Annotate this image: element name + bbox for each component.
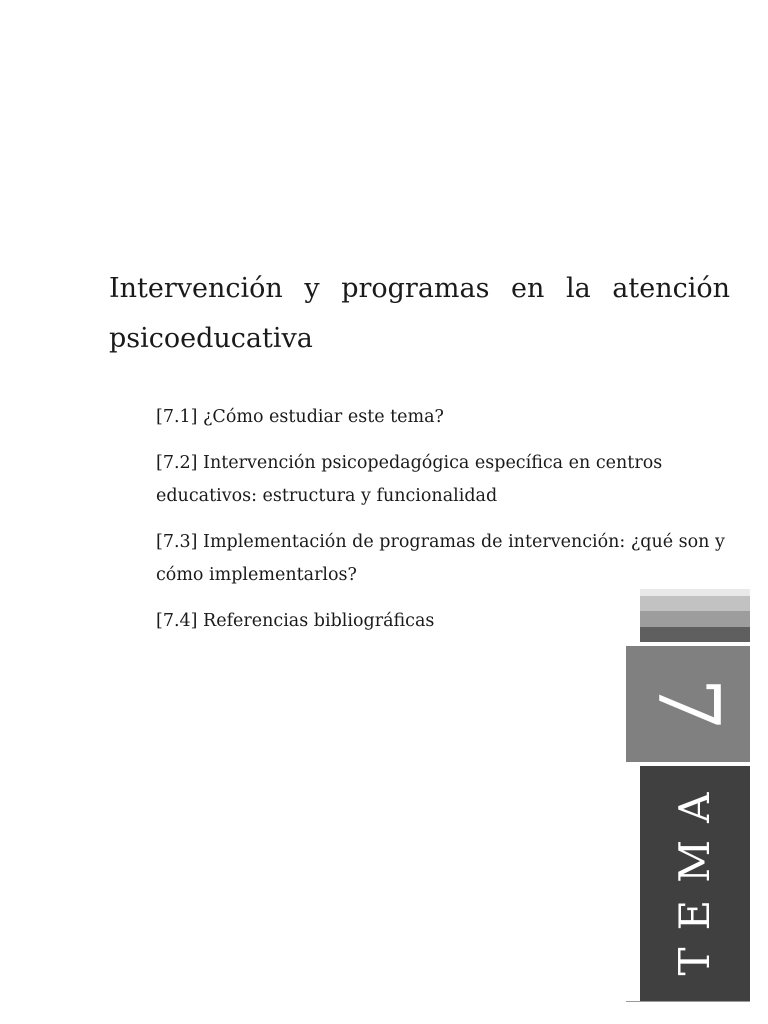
toc-item-7-2: [7.2] Intervención psicopedagógica específica en centros educativos: estructura y funcionalidad xyxy=(156,453,663,506)
toc-item-7-1: [7.1] ¿Cómo estudiar este tema? xyxy=(156,407,444,427)
stripe-light xyxy=(640,596,750,611)
stripe-medium xyxy=(640,611,750,627)
toc-item-7-3: [7.3] Implementación de programas de intervención: ¿qué son y cómo implementarlos? xyxy=(156,532,725,585)
stripe-dark xyxy=(640,627,750,642)
chapter-number: 7 xyxy=(639,677,737,731)
chapter-label: TEMA xyxy=(670,774,719,976)
toc-item-7-4: [7.4] Referencias bibliográficas xyxy=(156,611,435,631)
decorative-stripes xyxy=(640,589,750,642)
chapter-label-box xyxy=(640,766,750,1001)
stripe-lightest xyxy=(640,589,750,596)
chapter-number-box xyxy=(626,646,750,762)
bottom-divider xyxy=(626,1001,750,1002)
chapter-title: Intervención y programas en la atención psicoeducativa xyxy=(109,273,730,354)
